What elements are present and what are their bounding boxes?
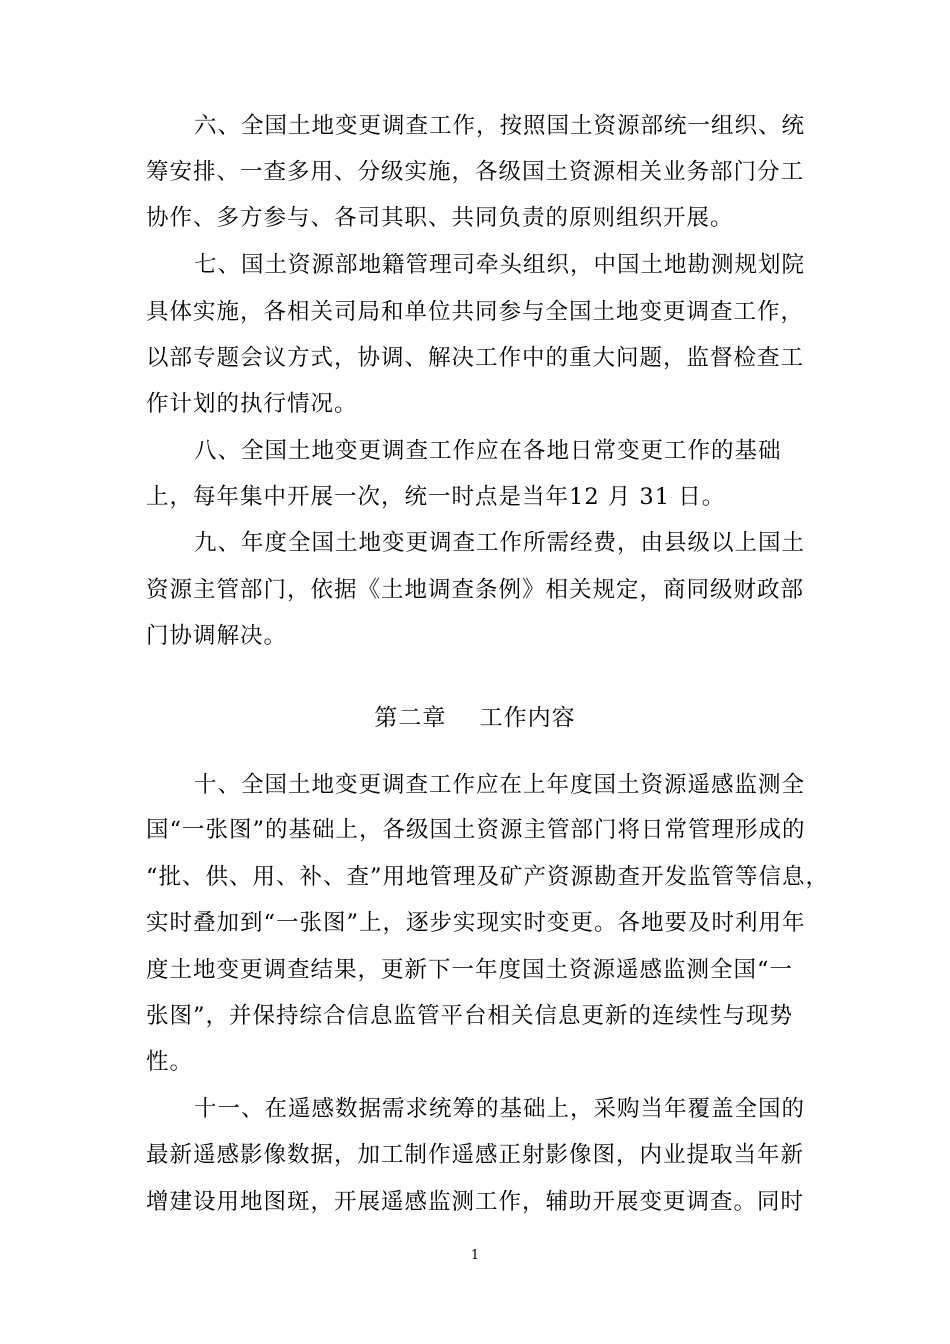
page-number: 1 <box>470 1248 480 1263</box>
article-11-line-3: 增建设用地图斑，开展遥感监测工作，辅助开展变更调查。同时 <box>146 1189 805 1215</box>
article-7-line-4: 作计划的执行情况。 <box>146 391 358 417</box>
article-6-line-3: 协作、多方参与、各司其职、共同负责的原则组织开展。 <box>146 205 734 231</box>
chapter-heading: 第二章 工作内容 <box>374 705 576 731</box>
article-7-line-2: 具体实施，各相关司局和单位共同参与全国土地变更调查工作， <box>146 299 805 325</box>
article-9-line-1: 九、年度全国土地变更调查工作所需经费，由县级以上国土 <box>194 530 806 556</box>
article-6-line-2: 筹安排、一查多用、分级实施，各级国土资源相关业务部门分工 <box>146 159 805 185</box>
article-10-line-6: 张图”，并保持综合信息监管平台相关信息更新的连续性与现势 <box>146 1003 794 1029</box>
article-8-line-2: 上，每年集中开展一次，统一时点是当年12 月 31 日。 <box>146 484 726 510</box>
article-10-line-2: 国“一张图”的基础上，各级国土资源主管部门将日常管理形成的 <box>146 817 806 843</box>
article-6-line-1: 六、全国土地变更调查工作，按照国土资源部统一组织、统 <box>194 113 806 139</box>
article-10-line-7: 性。 <box>146 1049 194 1075</box>
article-10-line-1: 十、全国土地变更调查工作应在上年度国土资源遥感监测全 <box>194 772 806 798</box>
article-10-line-5: 度土地变更调查结果，更新下一年度国土资源遥感监测全国“一 <box>146 957 794 983</box>
article-7-line-3: 以部专题会议方式，协调、解决工作中的重大问题，监督检查工 <box>146 345 805 371</box>
article-11-line-2: 最新遥感影像数据，加工制作遥感正射影像图，内业提取当年新 <box>146 1142 805 1168</box>
article-7-line-1: 七、国土资源部地籍管理司牵头组织，中国土地勘测规划院 <box>194 252 806 278</box>
article-8-line-1: 八、全国土地变更调查工作应在各地日常变更工作的基础 <box>194 438 782 464</box>
article-10-line-3: “批、供、用、补、查”用地管理及矿产资源勘查开发监管等信息， <box>146 864 830 890</box>
article-11-line-1: 十一、在遥感数据需求统筹的基础上，采购当年覆盖全国的 <box>194 1096 806 1122</box>
article-9-line-2: 资源主管部门，依据《土地调查条例》相关规定，商同级财政部 <box>146 577 805 603</box>
article-10-line-4: 实时叠加到“一张图”上，逐步实现实时变更。各地要及时利用年 <box>146 910 806 936</box>
article-9-line-3: 门协调解决。 <box>146 623 288 649</box>
